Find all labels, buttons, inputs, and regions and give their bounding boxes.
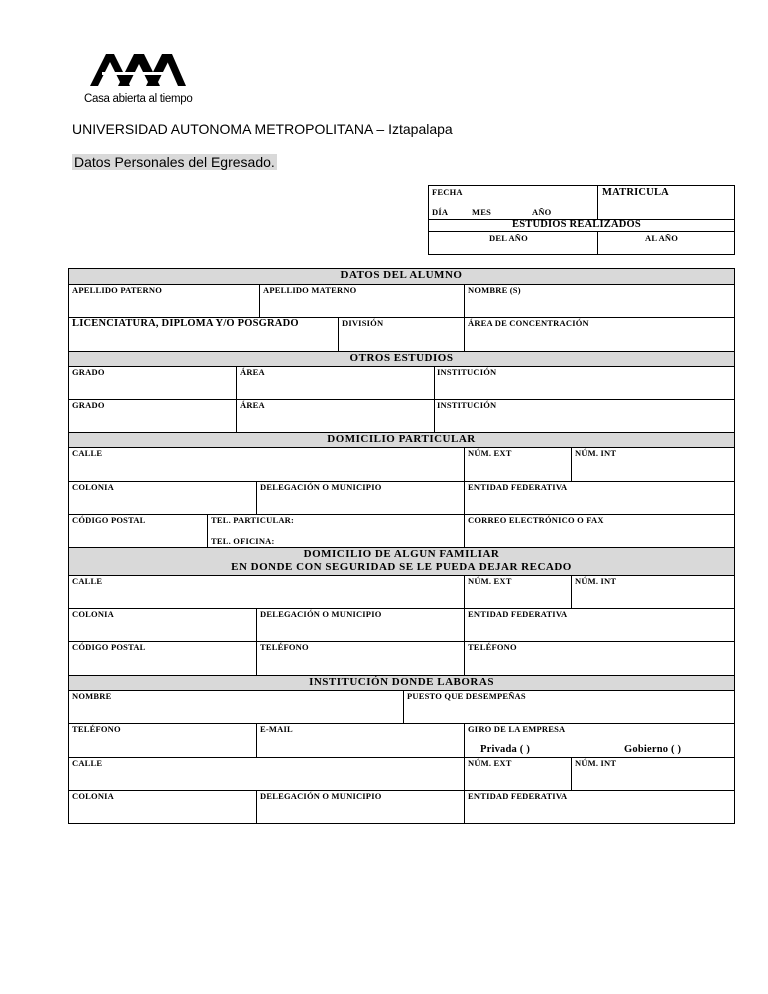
- telefono-label: TELÉFONO: [468, 642, 517, 652]
- num-ext-label: NÚM. EXT: [468, 448, 512, 458]
- familiar-title-line2: EN DONDE CON SEGURIDAD SE LE PUEDA DEJAR RECADO: [231, 561, 572, 573]
- main-form: [68, 268, 735, 824]
- area-label: ÁREA: [240, 367, 265, 377]
- section-header-familiar: [69, 548, 734, 575]
- mes-label: MES: [472, 207, 492, 217]
- num-int-label: NÚM. INT: [575, 448, 617, 458]
- calle-label: CALLE: [72, 448, 103, 458]
- puesto-label: PUESTO QUE DESEMPEÑAS: [407, 691, 526, 701]
- grado-label: GRADO: [72, 367, 105, 377]
- colonia-label: COLONIA: [72, 609, 115, 619]
- num-int-label: NÚM. INT: [575, 758, 617, 768]
- section-header-alumno: DATOS DEL ALUMNO: [69, 269, 734, 284]
- codigo-postal-label: CÓDIGO POSTAL: [72, 642, 146, 652]
- familiar-title-line1: DOMICILIO DE ALGUN FAMILIAR: [303, 548, 500, 560]
- delegacion-label: DELEGACIÓN O MUNICIPIO: [260, 482, 382, 492]
- num-ext-label: NÚM. EXT: [468, 576, 512, 586]
- entidad-label: ENTIDAD FEDERATIVA: [468, 609, 568, 619]
- nombres-label: NOMBRE (S): [468, 285, 521, 295]
- form-title: Datos Personales del Egresado.: [74, 154, 275, 170]
- privada-option[interactable]: Privada ( ): [480, 744, 531, 755]
- gobierno-option[interactable]: Gobierno ( ): [624, 744, 682, 755]
- codigo-postal-label: CÓDIGO POSTAL: [72, 515, 146, 525]
- area-concentracion-label: ÁREA DE CONCENTRACIÓN: [468, 318, 589, 328]
- entidad-label: ENTIDAD FEDERATIVA: [468, 482, 568, 492]
- tel-oficina-label: TEL. OFICINA:: [211, 536, 275, 546]
- area-label: ÁREA: [240, 400, 265, 410]
- fecha-label: FECHA: [432, 187, 463, 197]
- tel-particular-label: TEL. PARTICULAR:: [211, 515, 295, 525]
- telefono-label: TELÉFONO: [72, 724, 121, 734]
- colonia-label: COLONIA: [72, 482, 115, 492]
- estudios-realizados-label: ESTUDIOS REALIZADOS: [512, 219, 641, 230]
- date-matricula-box: [428, 185, 735, 255]
- licenciatura-label: LICENCIATURA, DIPLOMA Y/O POSGRADO: [72, 318, 299, 329]
- entidad-label: ENTIDAD FEDERATIVA: [468, 791, 568, 801]
- colonia-label: COLONIA: [72, 791, 115, 801]
- grado-label: GRADO: [72, 400, 105, 410]
- section-header-otros-estudios: OTROS ESTUDIOS: [69, 352, 734, 366]
- num-int-label: NÚM. INT: [575, 576, 617, 586]
- institucion-label: INSTITUCIÓN: [437, 367, 497, 377]
- division-label: DIVISIÓN: [342, 318, 384, 328]
- email-label: E-MAIL: [260, 724, 293, 734]
- apellido-paterno-label: APELLIDO PATERNO: [72, 285, 163, 295]
- calle-label: CALLE: [72, 758, 103, 768]
- dia-label: DÍA: [432, 207, 449, 217]
- matricula-label: MATRICULA: [602, 187, 669, 198]
- institucion-label: INSTITUCIÓN: [437, 400, 497, 410]
- logo-tagline: Casa abierta al tiempo: [84, 93, 193, 105]
- calle-label: CALLE: [72, 576, 103, 586]
- university-name: UNIVERSIDAD AUTONOMA METROPOLITANA – Iztapalapa: [72, 121, 453, 137]
- anio-label: AÑO: [532, 207, 552, 217]
- giro-label: GIRO DE LA EMPRESA: [468, 724, 566, 734]
- correo-label: CORREO ELECTRÓNICO O FAX: [468, 515, 604, 525]
- nombre-label: NOMBRE: [72, 691, 112, 701]
- num-ext-label: NÚM. EXT: [468, 758, 512, 768]
- al-anio-label: AL AÑO: [645, 233, 679, 243]
- apellido-materno-label: APELLIDO MATERNO: [263, 285, 357, 295]
- section-header-domicilio: DOMICILIO PARTICULAR: [69, 433, 734, 447]
- delegacion-label: DELEGACIÓN O MUNICIPIO: [260, 609, 382, 619]
- section-header-laboras: INSTITUCIÓN DONDE LABORAS: [69, 676, 734, 690]
- del-anio-label: DEL AÑO: [489, 233, 528, 243]
- telefono-label: TELÉFONO: [260, 642, 309, 652]
- delegacion-label: DELEGACIÓN O MUNICIPIO: [260, 791, 382, 801]
